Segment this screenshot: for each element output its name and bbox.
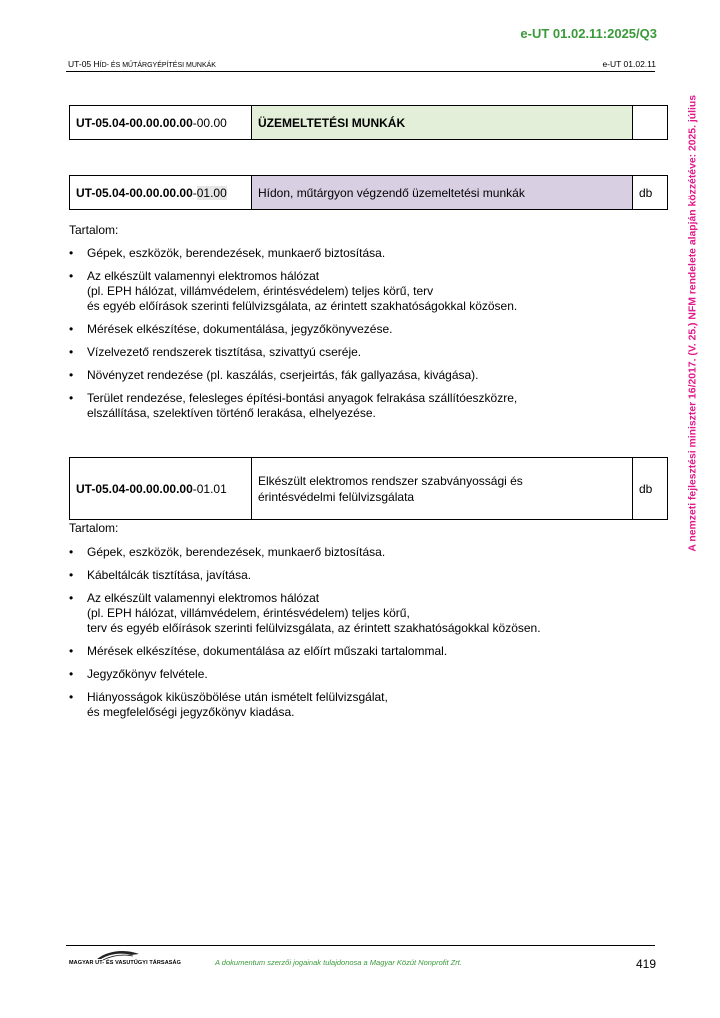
side-note-text: A nemzeti fejlesztési miniszter 16/2017. (V. 25.) NFM rendelete alapján közzétéve: 2025. július <box>688 95 699 552</box>
running-header-section <box>68 59 216 69</box>
document-code: e-UT 01.02.11:2025/Q3 <box>520 26 657 41</box>
list-item: • Jegyzőkönyv felvétele. <box>69 667 659 682</box>
code-table-01-01 <box>69 457 668 520</box>
content-list-01-00 <box>69 246 659 429</box>
item-unit: db <box>633 176 668 210</box>
list-item: • Vízelvezető rendszerek tisztítása, szivattyú cseréje. <box>69 345 659 360</box>
content-label: Tartalom: <box>69 521 119 535</box>
list-item: • Mérések elkészítése, dokumentálása, jegyzőkönyvezése. <box>69 322 659 337</box>
list-item: • Gépek, eszközök, berendezések, munkaerő biztosítása. <box>69 246 659 261</box>
section-prefix: UT-05 H <box>68 59 100 69</box>
running-header-ref: e-UT 01.02.11 <box>602 59 656 69</box>
item-unit <box>633 106 668 140</box>
list-item: • Az elkészült valamennyi elektromos hálózat (pl. EPH hálózat, villámvédelem, érintésvédelem) teljes körű, terv és egyéb előírások szerinti felülvizsgálata, az érintett szakhatóságokkal közösen. <box>69 269 659 314</box>
code-table-main <box>69 105 668 140</box>
footer-rule <box>66 945 655 946</box>
side-note <box>681 95 699 630</box>
list-item: • Terület rendezése, felesleges építési-bontási anyagok felrakása szállítóeszközre, elszállítása, szelektíven történő lerakása, elhelyezése. <box>69 391 659 421</box>
list-item: • Hiányosságok kiküszöbölése után ismételt felülvizsgálat, és megfelelőségi jegyzőkönyv kiadása. <box>69 690 659 720</box>
list-item: • Kábeltálcák tisztítása, javítása. <box>69 568 659 583</box>
item-code: UT-05.04-00.00.00.00-00.00 <box>70 106 252 140</box>
item-code: UT-05.04-00.00.00.00-01.00 <box>70 176 252 210</box>
list-item: • Gépek, eszközök, berendezések, munkaerő biztosítása. <box>69 545 659 560</box>
section-rest: ÍD- ÉS MŰTÁRGYÉPÍTÉSI MUNKÁK <box>99 62 216 69</box>
content-label: Tartalom: <box>69 223 119 237</box>
list-item: • Mérések elkészítése, dokumentálása az előírt műszaki tartalommal. <box>69 644 659 659</box>
code-table-01-00 <box>69 175 668 210</box>
item-title: ÜZEMELTETÉSI MUNKÁK <box>252 106 633 140</box>
content-list-01-01 <box>69 545 659 728</box>
copyright-notice: A dokumentum szerzői jogainak tulajdonosa a Magyar Közút Nonprofit Zrt. <box>215 958 462 967</box>
list-item: • Növényzet rendezése (pl. kaszálás, cserjeirtás, fák gallyazása, kivágása). <box>69 368 659 383</box>
list-item: • Az elkészült valamennyi elektromos hálózat (pl. EPH hálózat, villámvédelem, érintésvédelem) teljes körű, terv és egyéb előírások szerinti felülvizsgálata, az érintett szakhatóságokkal közösen. <box>69 591 659 636</box>
society-logo-text: MAGYAR UT- ÉS VASUTÜGYI TÁRSASÁG <box>69 960 181 966</box>
item-code: UT-05.04-00.00.00.00-01.01 <box>70 458 252 520</box>
item-unit: db <box>633 458 668 520</box>
header-rule <box>66 71 655 72</box>
page-number: 419 <box>635 957 656 971</box>
item-title: Hídon, műtárgyon végzendő üzemeltetési munkák <box>252 176 633 210</box>
item-title: Elkészült elektromos rendszer szabványossági és érintésvédelmi felülvizsgálata <box>252 458 633 520</box>
